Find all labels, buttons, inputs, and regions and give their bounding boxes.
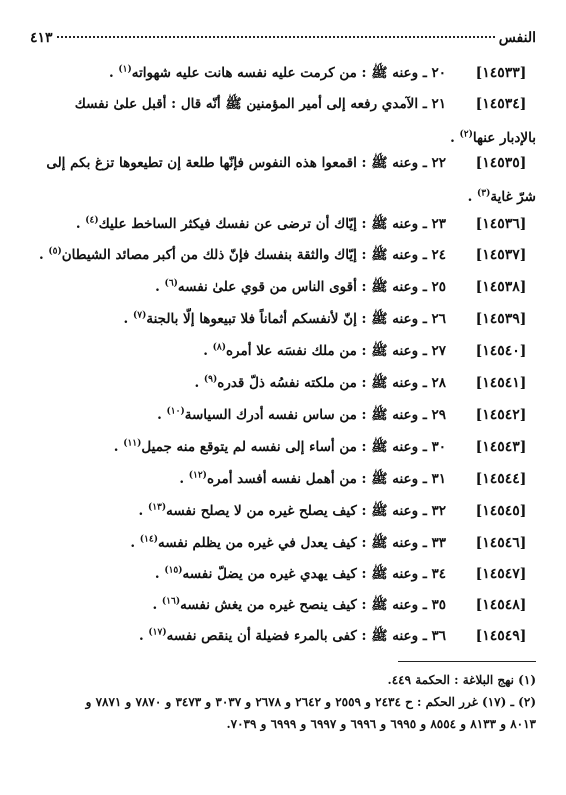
footnote-marker: (٣) <box>476 188 491 199</box>
hadith-number: [١٤٥٣٣] <box>475 65 527 81</box>
hadith-text: ٢٣ ـ وعنه ﷺ : إيّاك أن ترضى عن نفسك فيكثر الساخط عليك$^{(٤)}$ . <box>75 215 446 232</box>
footnote: (٢) ـ (١٧) غرر الحكم : ح ٢٤٣٤ و ٢٥٥٩ و ٢٦٤٢ و ٢٦٧٨ و ٣٠٣٧ و ٣٤٧٣ و ٧٨٧٠ و ٧٨٧١ و <box>85 695 536 709</box>
hadith-text: ٢١ ـ الآمدي رفعه إلى أمير المؤمنين ﷺ أنّه قال : أقبل علىٰ نفسك <box>74 96 446 112</box>
hadith-number: [١٤٥٤٧] <box>475 566 527 582</box>
hadith-text: ٢٧ ـ وعنه ﷺ : من ملك نفسَه علا أمره$^{(٨)}$ . <box>203 342 446 359</box>
hadith-number: [١٤٥٣٦] <box>475 216 527 232</box>
footnote-marker: (٩) <box>203 374 218 385</box>
hadith-number: [١٤٥٤٩] <box>475 628 527 644</box>
hadith-text: ٣٢ ـ وعنه ﷺ : كيف يصلح غيره من لا يصلح نفسه$^{(١٣)}$ . <box>138 502 446 519</box>
footnote-marker: (٧) <box>132 310 147 321</box>
footnote-marker: (٦) <box>164 278 178 289</box>
footnote: (١) نهج البلاغة : الحكمة ٤٤٩. <box>387 673 536 687</box>
footnote-marker: (٢) <box>459 129 473 140</box>
hadith-number: [١٤٥٤٤] <box>475 471 527 487</box>
header-dotted-leader <box>57 36 495 38</box>
hadith-text: ٢٩ ـ وعنه ﷺ : من ساس نفسه أدرك السياسة$^{(١٠)}$ . <box>157 406 446 423</box>
hadith-text-continued: شرّ غاية$^{(٣)}$ . <box>467 188 536 205</box>
hadith-number: [١٤٥٣٨] <box>475 279 527 295</box>
hadith-number: [١٤٥٤٠] <box>475 343 527 359</box>
page-header <box>30 30 536 50</box>
footnote-marker: (٨) <box>212 342 226 353</box>
hadith-text: ٢٨ ـ وعنه ﷺ : من ملكته نفسُه ذلّ قدره$^{(٩)}$ . <box>194 374 446 391</box>
footnote-marker: (١٤) <box>139 534 158 545</box>
footnote-marker: (١) <box>118 64 132 75</box>
hadith-text: ٣٥ ـ وعنه ﷺ : كيف ينصح غيره من يغش نفسه$^{(١٦)}$ . <box>152 596 446 613</box>
footnote-marker: (١٣) <box>147 502 167 513</box>
footnote-separator <box>398 661 536 662</box>
hadith-number: [١٤٥٤٦] <box>475 535 527 551</box>
hadith-number: [١٤٥٤٢] <box>475 407 527 423</box>
hadith-text: ٢٤ ـ وعنه ﷺ : إيّاك والثقة بنفسك فإنّ ذلك من أكبر مصائد الشيطان$^{(٥)}$ . <box>38 246 446 263</box>
hadith-number: [١٤٥٤٥] <box>475 503 527 519</box>
hadith-text: ٣٣ ـ وعنه ﷺ : كيف يعدل في غيره من يظلم نفسه$^{(١٤)}$ . <box>130 534 446 551</box>
hadith-text: ٢٠ ـ وعنه ﷺ : من كرمت عليه نفسه هانت عليه شهواته$^{(١)}$ . <box>108 64 446 81</box>
hadith-text: ٣٦ ـ وعنه ﷺ : كفى بالمرء فضيلة أن ينقص نفسه$^{(١٧)}$ . <box>138 627 446 644</box>
hadith-number: [١٤٥٤١] <box>475 375 527 391</box>
hadith-number: [١٤٥٣٧] <box>475 247 527 263</box>
hadith-text: ٢٢ ـ وعنه ﷺ : اقمعوا هذه النفوس فإنّها طلعة إن تطيعوها تزغ بكم إلى <box>46 155 446 171</box>
footnote-marker: (١٧) <box>148 627 167 638</box>
hadith-number: [١٤٥٣٥] <box>475 155 527 171</box>
hadith-text-continued: بالإدبار عنها$^{(٢)}$ . <box>450 129 536 146</box>
hadith-text: ٣٠ ـ وعنه ﷺ : من أساء إلى نفسه لم يتوقع منه جميل$^{(١١)}$ . <box>113 438 446 455</box>
hadith-text: ٣١ ـ وعنه ﷺ : من أهمل نفسه أفسد أمره$^{(١٢)}$ . <box>179 470 446 487</box>
footnote-marker: (٤) <box>85 215 99 226</box>
hadith-text: ٢٦ ـ وعنه ﷺ : إنّ لأنفسكم أثماناً فلا تبيعوها إلّا بالجنة$^{(٧)}$ . <box>123 310 446 327</box>
hadith-text: ٢٥ ـ وعنه ﷺ : أقوى الناس من قوي علىٰ نفسه$^{(٦)}$ . <box>155 278 446 295</box>
hadith-number: [١٤٥٣٤] <box>475 96 527 112</box>
hadith-number: [١٤٥٣٩] <box>475 311 527 327</box>
hadith-number: [١٤٥٤٣] <box>475 439 527 455</box>
hadith-text: ٣٤ ـ وعنه ﷺ : كيف يهدي غيره من يضلّ نفسه$^{(١٥)}$ . <box>154 565 446 582</box>
footnote-marker: (١٠) <box>166 406 185 417</box>
page-number: ٤١٣ <box>30 30 53 46</box>
hadith-number: [١٤٥٤٨] <box>475 597 527 613</box>
footnote-marker: (٥) <box>48 246 62 257</box>
footnote-marker: (١٢) <box>188 470 207 481</box>
running-title: النفس <box>498 30 536 46</box>
footnote-marker: (١١) <box>123 438 142 449</box>
footnote-continued: ٨٠١٣ و ٨١٣٣ و ٨٥٥٤ و ٦٩٩٥ و ٦٩٩٦ و ٦٩٩٧ و ٦٩٩٩ و ٧٠٣٩. <box>226 717 536 731</box>
footnote-marker: (١٦) <box>161 596 181 607</box>
footnote-marker: (١٥) <box>164 565 183 576</box>
